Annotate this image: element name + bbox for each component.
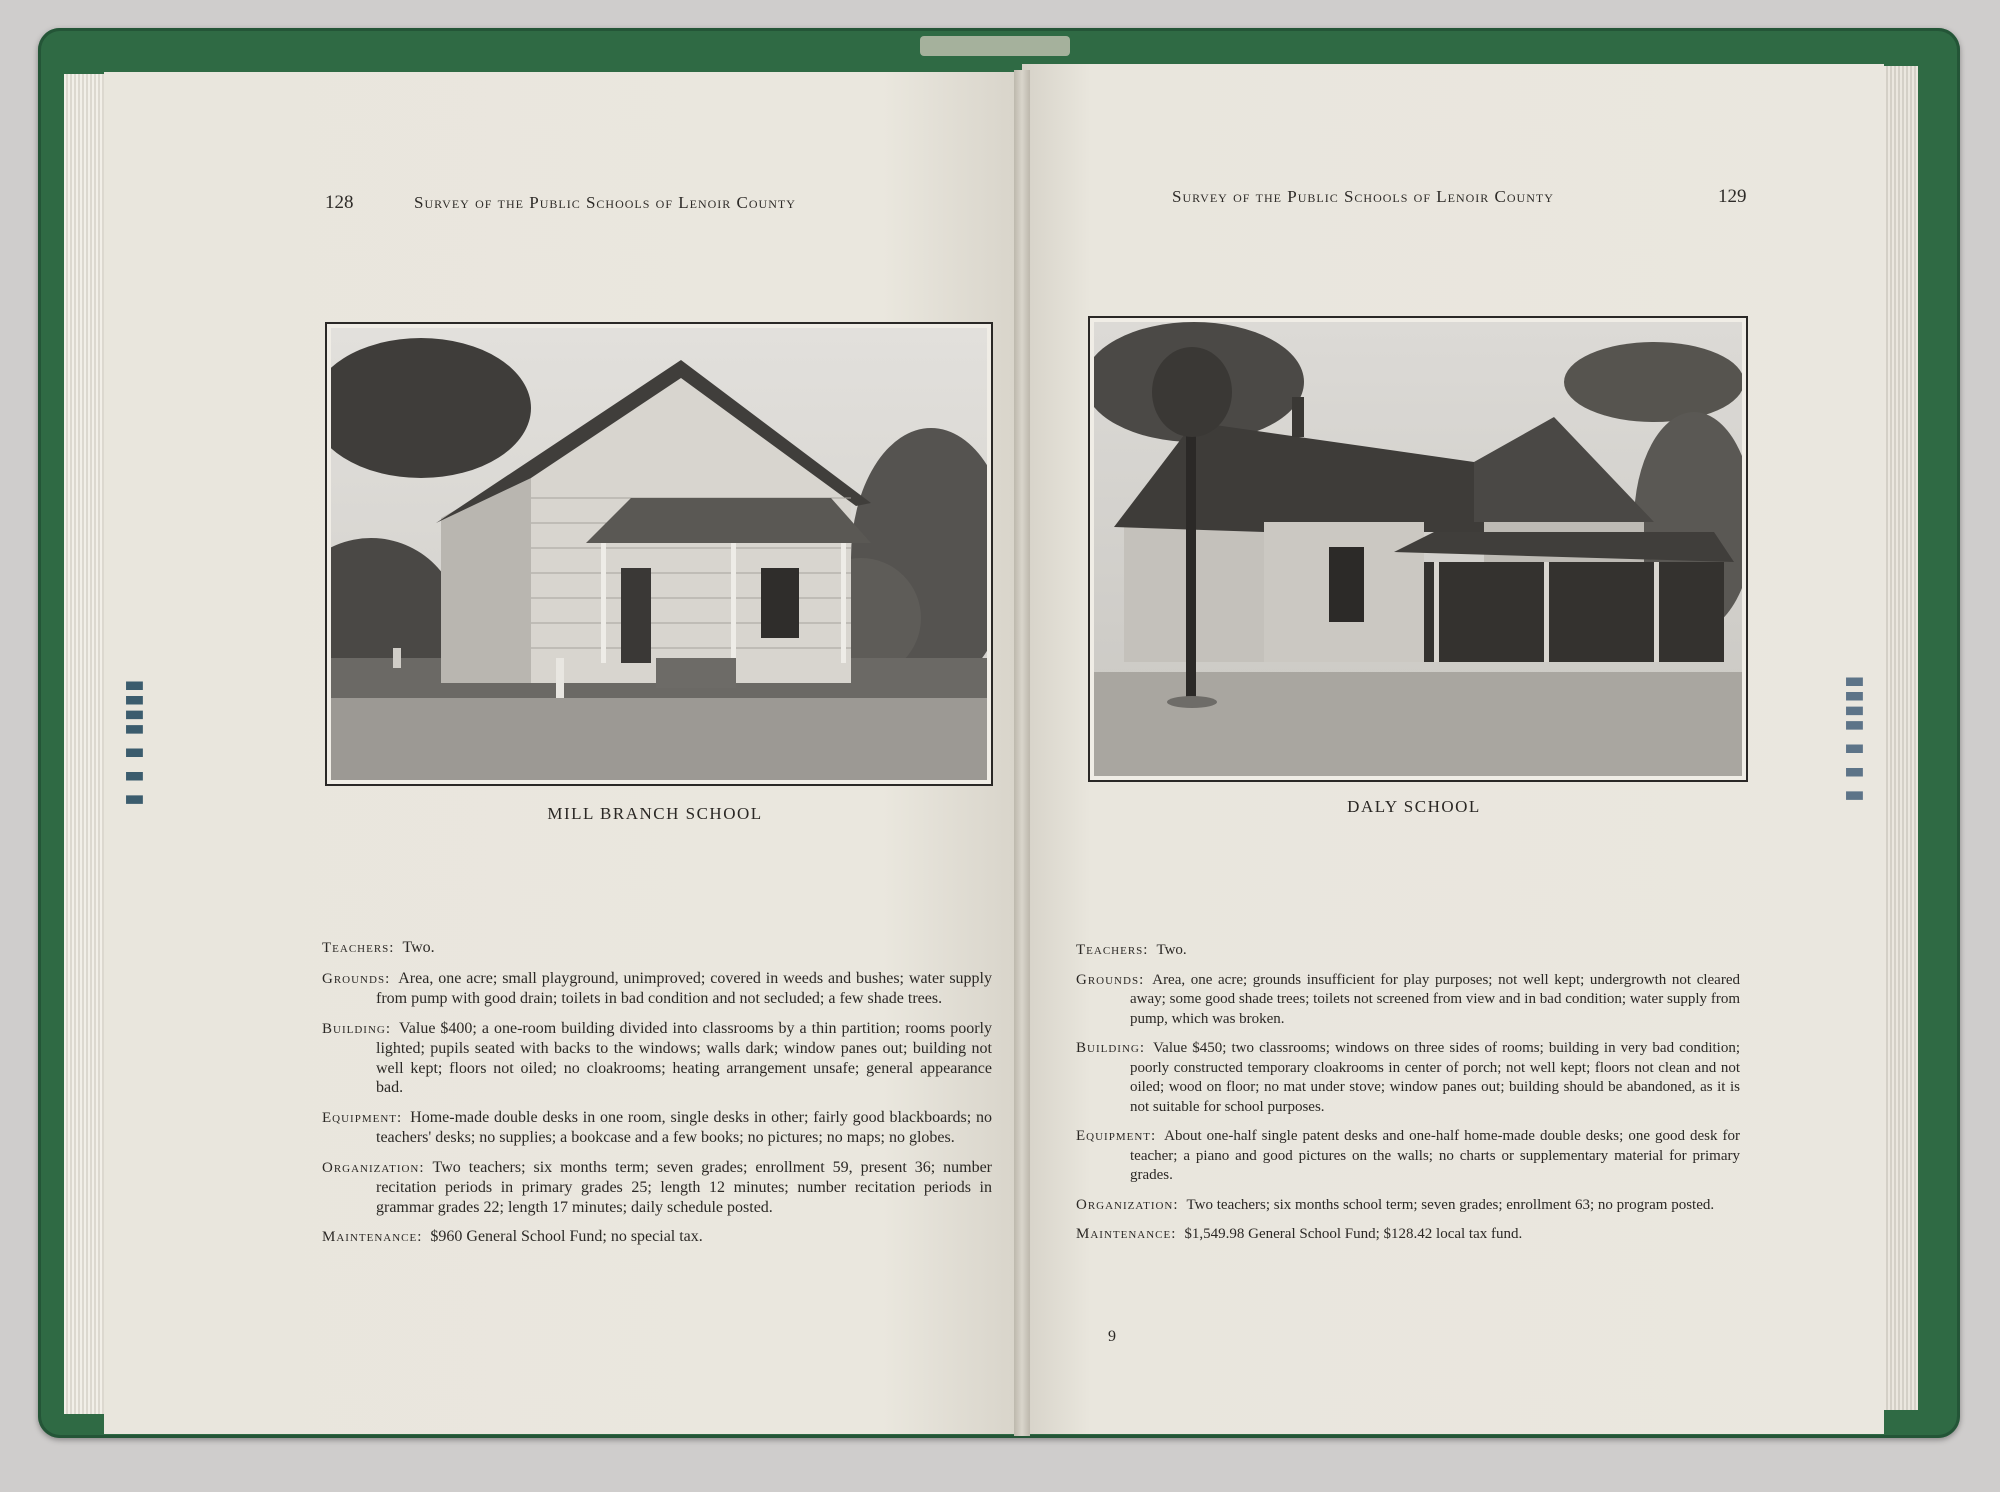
page-edges-left <box>64 74 108 1414</box>
daly-school-photo <box>1088 316 1748 782</box>
right-page-number: 129 <box>1718 186 1747 207</box>
schoolhouse-photo-icon <box>1094 322 1742 776</box>
entry-teachers: Teachers: Two. <box>1076 942 1187 958</box>
entry-organization: Organization: Two teachers; six months term; seven grades; enrollment 59, present 36; number recitation periods in primary grades 25; length 12 minutes; number recitation periods in grammar grades 22; length 17 minutes; daily schedule posted. <box>322 1158 992 1216</box>
entry-teachers: Teachers: Two. <box>322 939 435 956</box>
entry-building: Building: Value $450; two classrooms; windows on three sides of rooms; building in very bad condition; poorly constructed temporary cloakrooms in center of porch; not well kept; floors not clean and not oiled; wood on floor; no mat under stove; window panes out; building should be abandoned, as it is not suitable for school purposes. <box>1076 1040 1740 1115</box>
cover-spine-label <box>920 36 1070 56</box>
entry-organization: Organization: Two teachers; six months school term; seven grades; enrollment 63; no program posted. <box>1076 1196 1715 1213</box>
library-stamp-right: ▮▮▮▮ ▮ ▮ ▮ <box>1844 676 1867 805</box>
page-edges-right <box>1880 66 1918 1410</box>
right-entries <box>1076 941 1740 1255</box>
signature-mark: 9 <box>1108 1328 1116 1345</box>
library-stamp-left: ▮▮▮▮ ▮ ▮ ▮ <box>124 680 147 809</box>
entry-maintenance: Maintenance: $1,549.98 General School Fund; $128.42 local tax fund. <box>1076 1226 1523 1242</box>
entry-equipment: Equipment: About one-half single patent desks and one-half home-made double desks; one good desk for teacher; a piano and good pictures on the walls; no charts or supplementary material for primary grades. <box>1076 1128 1740 1183</box>
left-running-head: Survey of the Public Schools of Lenoir County <box>414 193 796 212</box>
left-page-number: 128 <box>325 192 354 213</box>
schoolhouse-photo-icon <box>331 328 987 780</box>
left-photo-caption: MILL BRANCH SCHOOL <box>547 804 763 823</box>
entry-building: Building: Value $400; a one-room building divided into classrooms by a thin partition; rooms poorly lighted; pupils seated with backs to the windows; walls dark; window panes out; building not well kept; floors not oiled; no cloakrooms; heating arrangement unsafe; general appearance bad. <box>322 1019 992 1096</box>
right-running-head: Survey of the Public Schools of Lenoir County <box>1172 187 1554 206</box>
mill-branch-photo <box>325 322 993 786</box>
entry-grounds: Grounds: Area, one acre; small playground, unimproved; covered in weeds and bushes; water supply from pump with good drain; toilets in bad condition and not secluded; a few shade trees. <box>322 969 992 1007</box>
left-entries <box>322 938 992 1258</box>
entry-maintenance: Maintenance: $960 General School Fund; no special tax. <box>322 1228 703 1245</box>
right-photo-caption: DALY SCHOOL <box>1347 797 1481 816</box>
entry-equipment: Equipment: Home-made double desks in one room, single desks in other; fairly good blackboards; no teachers' desks; no supplies; a bookcase and a few books; no pictures; no maps; no globes. <box>322 1108 992 1146</box>
entry-grounds: Grounds: Area, one acre; grounds insufficient for play purposes; not well kept; undergrowth not cleared away; some good shade trees; toilets not screened from view and in bad condition; water supply from pump, which was broken. <box>1076 971 1740 1027</box>
book-gutter <box>1014 70 1030 1436</box>
